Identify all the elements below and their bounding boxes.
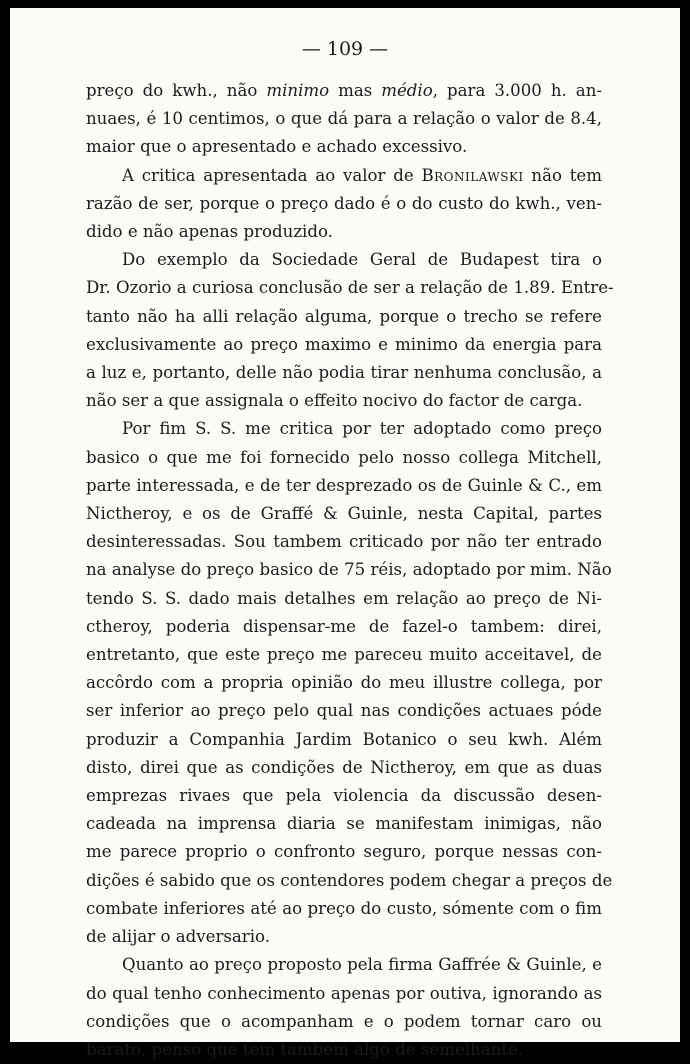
text-segment: dido e não apenas produzido. bbox=[86, 222, 333, 242]
text-line bbox=[86, 641, 602, 669]
text-line bbox=[86, 585, 602, 613]
text-segment: accôrdo com a propria opinião do meu illustre collega, por bbox=[86, 673, 602, 693]
text-line bbox=[86, 500, 602, 528]
text-segment: emprezas rivaes que pela violencia da discussão desen- bbox=[86, 786, 602, 806]
text-line bbox=[86, 274, 614, 302]
text-segment: de alijar o adversario. bbox=[86, 927, 270, 947]
text-line bbox=[86, 472, 602, 500]
text-segment: Nictheroy, e os de Graffé & Guinle, nesta Capital, partes bbox=[86, 504, 602, 524]
text-line bbox=[86, 810, 602, 838]
text-segment: disto, direi que as condições de Nictheroy, em que as duas bbox=[86, 757, 602, 777]
text-segment: minimo bbox=[266, 81, 330, 100]
text-line bbox=[86, 303, 602, 331]
text-segment: desinteressadas. Sou tambem criticado por não ter entrado bbox=[86, 532, 602, 552]
text-line bbox=[86, 867, 613, 895]
text-segment: ser inferior ao preço pelo qual nas condições actuaes póde bbox=[86, 701, 602, 721]
text-segment: preço do kwh., não bbox=[86, 81, 267, 100]
text-line bbox=[86, 190, 602, 218]
text-line bbox=[86, 359, 602, 387]
text-line bbox=[86, 895, 602, 923]
body-text bbox=[86, 77, 614, 1064]
text-line bbox=[86, 1008, 602, 1036]
text-line bbox=[86, 77, 602, 105]
text-segment: condições que o acompanham e o podem tornar caro ou bbox=[86, 1011, 602, 1031]
text-segment: a luz e, portanto, delle não podia tirar nenhuma conclusão, a bbox=[86, 363, 602, 383]
text-segment: me parece proprio o confronto seguro, porque nessas con- bbox=[86, 842, 602, 862]
text-segment: ctheroy, poderia dispensar-me de fazel-o tambem: direi, bbox=[86, 616, 602, 636]
text-line bbox=[86, 923, 602, 951]
text-line bbox=[86, 838, 602, 866]
text-segment: na analyse do preço basico de 75 réis, adoptado por mim. Não bbox=[86, 560, 612, 580]
text-segment: Do exemplo da Sociedade Geral de Budapest tira o bbox=[122, 250, 602, 270]
text-segment: A critica apresentada ao valor de bbox=[122, 165, 422, 185]
book-page bbox=[10, 8, 680, 1059]
text-line bbox=[86, 980, 602, 1008]
text-segment: Dr. Ozorio a curiosa conclusão de ser a relação de 1.89. Entre- bbox=[86, 278, 614, 298]
text-segment: exclusivamente ao preço maximo e minimo da energia para bbox=[86, 334, 602, 354]
text-segment: do qual tenho conhecimento apenas por outiva, ignorando as bbox=[86, 983, 602, 1003]
text-segment: dições é sabido que os contendores podem chegar a preços de bbox=[86, 870, 613, 890]
text-line bbox=[86, 528, 602, 556]
text-segment: produzir a Companhia Jardim Botanico o seu kwh. Além bbox=[86, 729, 602, 749]
text-segment: não ser a que assignala o effeito nocivo do factor de carga. bbox=[86, 391, 583, 411]
text-segment: tendo S. S. dado mais detalhes em relação ao preço de Ni- bbox=[86, 588, 602, 608]
paragraph bbox=[86, 162, 602, 247]
text-segment: nuaes, é 10 centimos, o que dá para a relação o valor de 8.4, bbox=[86, 109, 602, 129]
page-number: — 109 — bbox=[301, 38, 389, 60]
paragraph bbox=[86, 246, 614, 415]
text-segment: tanto não ha alli relação alguma, porque o trecho se refere bbox=[86, 306, 602, 326]
text-segment: parte interessada, e de ter desprezado os de Guinle & C., em bbox=[86, 475, 602, 495]
text-line bbox=[86, 162, 602, 190]
text-line bbox=[86, 444, 602, 472]
text-line bbox=[86, 726, 602, 754]
text-segment: Quanto ao preço proposto pela firma Gaffrée & Guinle, e bbox=[122, 955, 602, 975]
text-line bbox=[86, 387, 602, 415]
text-segment: Bronilawski bbox=[421, 165, 524, 185]
text-segment: não tem bbox=[523, 165, 602, 185]
text-segment: razão de ser, porque o preço dado é o do custo do kwh., ven- bbox=[86, 193, 602, 213]
text-line bbox=[86, 218, 602, 246]
text-line bbox=[86, 246, 602, 274]
text-segment: barato, penso que tem tambem algo de semelhante. bbox=[86, 1039, 524, 1059]
text-line bbox=[86, 669, 602, 697]
text-segment: , para 3.000 h. an- bbox=[432, 81, 602, 100]
text-line bbox=[86, 331, 602, 359]
text-line bbox=[86, 782, 602, 810]
paragraph bbox=[86, 951, 602, 1064]
text-line bbox=[86, 754, 602, 782]
text-line bbox=[86, 556, 612, 584]
text-line bbox=[86, 951, 602, 979]
text-segment: médio bbox=[381, 81, 433, 100]
text-segment: basico o que me foi fornecido pelo nosso collega Mitchell, bbox=[86, 447, 602, 467]
text-segment: entretanto, que este preço me pareceu muito acceitavel, de bbox=[86, 645, 602, 665]
text-line bbox=[86, 415, 602, 443]
text-line bbox=[86, 133, 602, 161]
text-line bbox=[86, 105, 602, 133]
text-line bbox=[86, 613, 602, 641]
paragraph bbox=[86, 77, 602, 162]
text-segment: cadeada na imprensa diaria se manifestam inimigas, não bbox=[86, 814, 602, 834]
paragraph bbox=[86, 415, 613, 951]
text-line bbox=[86, 697, 602, 725]
text-segment: mas bbox=[329, 81, 382, 100]
text-segment: combate inferiores até ao preço do custo, sómente com o fim bbox=[86, 898, 602, 918]
text-segment: maior que o apresentado e achado excessivo. bbox=[86, 137, 468, 157]
text-segment: Por fim S. S. me critica por ter adoptado como preço bbox=[122, 419, 602, 439]
